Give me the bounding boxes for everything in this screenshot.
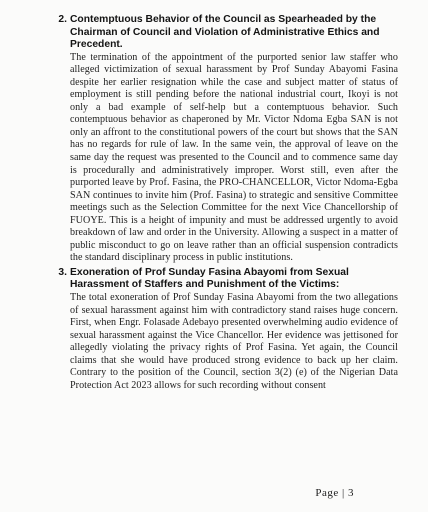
section-title: Contemptuous Behavior of the Council as Spearheaded by the Chairman of Council and Violation of Administrative Ethics and Precedent. [70,14,380,51]
section-2 [58,14,398,265]
page-content [58,14,398,394]
page-number: Page | 3 [315,487,354,499]
section-body: The total exoneration of Prof Sunday Fasina Abayomi from the two allegations of sexual harassment against him with contradictory stand raises huge concern. First, when Engr. Folasade Adebayo presented overwhelming audio evidence of sexual harassment against the Vice Chancellor. Her evidence was jettisoned for allegedly violating the privacy rights of Prof Fasina. Yet again, the Council claims that she would have produced strong evidence to back up her claim. Contrary to the position of the Council, section 3(2) (e) of the Nigerian Data Protection Act 2023 allows for such recording without consent [70,292,398,391]
section-number: 3. [58,266,67,278]
section-title: Exoneration of Prof Sunday Fasina Abayomi from Sexual Harassment of Staffers and Punishment of the Victims: [70,266,349,291]
section-number: 2. [58,14,67,25]
section-body: The termination of the appointment of the purported senior law staffer who alleged victimization of sexual harassment by Prof Sunday Abayomi Fasina despite her earlier resignation while the case and subject matter of status of employment is still pending before the national industrial court, Ikoyi is not only a bad example of self-help but a contemptuous behavior. Such contemptuous behavior as chaperoned by Mr. Victor Ndoma Egba SAN is not only an affront to the constitutional powers of the court but shows that the SAN has no regards for rule of law. In the same vein, the approval of leave on the same day the request was presented to the Council and to commence same day is procedurally and administratively improper. Worst still, even after the purported leave by Prof. Fasina, the PRO-CHANCELLOR, Victor Ndoma-Egba SAN continues to invite him (Prof. Fasina) to strategic and sensitive Committee meetings such as the Selection Committee for the next Vice Chancellorship of FUOYE. This is a height of impunity and must be addressed urgently to avoid breakdown of law and order in the University. Allowing a suspect in a matter of public misconduct to go on leave rather than an official suspension contradicts the standard disciplinary process in public institutions. [70,51,398,264]
section-heading [58,14,398,52]
section-heading [58,266,398,292]
section-3 [58,266,398,392]
